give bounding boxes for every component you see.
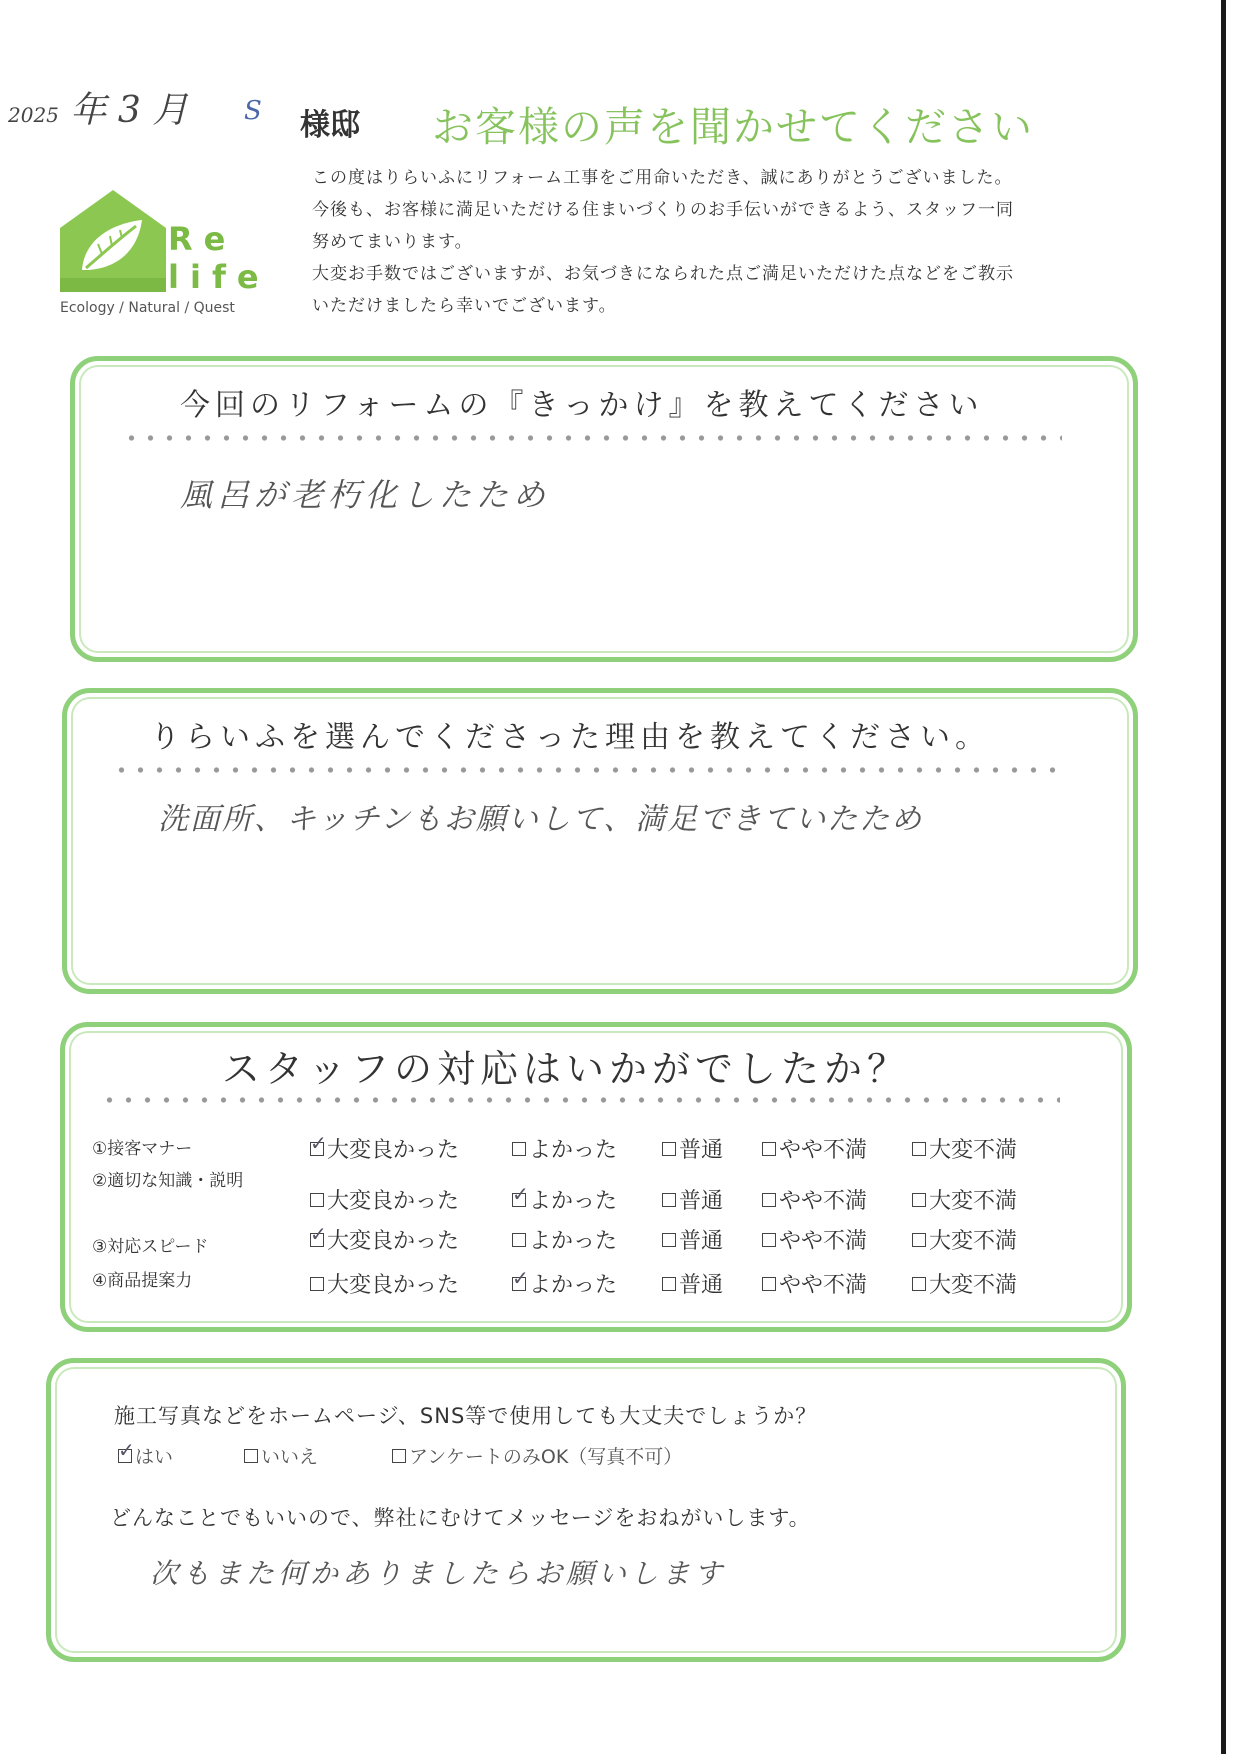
rating-option-label: やや不満 bbox=[779, 1273, 868, 1298]
rating-option[interactable] bbox=[310, 1224, 459, 1255]
q2-dotted-rule bbox=[112, 766, 1062, 774]
rating-option-label: 大変良かった bbox=[327, 1189, 460, 1214]
checkbox-icon[interactable] bbox=[762, 1233, 776, 1247]
checkbox-icon[interactable] bbox=[912, 1277, 926, 1291]
rating-option-label: 大変不満 bbox=[929, 1273, 1018, 1298]
photo-option-survey-only[interactable] bbox=[392, 1442, 682, 1469]
checkbox-icon[interactable] bbox=[762, 1277, 776, 1291]
survey-date bbox=[8, 82, 188, 133]
customer-message: 次もまた何かありましたらお願いします bbox=[150, 1557, 727, 1590]
intro-line: 努めてまいります。 bbox=[312, 232, 473, 252]
checkbox-icon[interactable] bbox=[662, 1277, 676, 1291]
checkbox-icon[interactable] bbox=[912, 1233, 926, 1247]
intro-line: 大変お手数ではございますが、お気づきになられた点ご満足いただけた点などをご教示 bbox=[312, 264, 1014, 284]
rating-option-label: やや不満 bbox=[779, 1138, 868, 1163]
rating-option[interactable] bbox=[762, 1268, 867, 1299]
checkbox-icon[interactable] bbox=[762, 1193, 776, 1207]
checkbox-icon[interactable] bbox=[512, 1142, 526, 1156]
rating-option[interactable] bbox=[310, 1268, 459, 1299]
rating-option-label: 普通 bbox=[679, 1138, 724, 1163]
rating-option[interactable] bbox=[912, 1224, 1017, 1255]
rating-option-label: よかった bbox=[529, 1138, 618, 1163]
house-leaf-icon bbox=[58, 190, 168, 298]
intro-line: 今後も、お客様に満足いただける住まいづくりのお手伝いができるよう、スタッフ一同 bbox=[312, 200, 1014, 220]
checkbox-checked-icon[interactable] bbox=[310, 1233, 324, 1247]
logo-text-life: life bbox=[168, 258, 270, 296]
checkbox-icon[interactable] bbox=[662, 1233, 676, 1247]
checkbox-checked-icon[interactable] bbox=[512, 1193, 526, 1207]
rating-option[interactable] bbox=[912, 1133, 1017, 1164]
checkbox-icon[interactable] bbox=[244, 1449, 258, 1463]
rating-option[interactable] bbox=[762, 1133, 867, 1164]
rating-option[interactable] bbox=[662, 1133, 723, 1164]
date-year-unit: 年 bbox=[70, 90, 107, 131]
intro-text bbox=[312, 162, 1122, 322]
checkbox-icon[interactable] bbox=[512, 1233, 526, 1247]
rating-option-label: 大変良かった bbox=[327, 1229, 460, 1254]
logo-text-re: Re bbox=[168, 220, 237, 258]
rating-option-label: やや不満 bbox=[779, 1229, 868, 1254]
checkbox-checked-icon[interactable] bbox=[310, 1142, 324, 1156]
rating-option-label: 大変良かった bbox=[327, 1138, 460, 1163]
rating-row-label: ④商品提案力 bbox=[92, 1271, 193, 1291]
rating-row-label: ②適切な知識・説明 bbox=[92, 1171, 244, 1191]
rating-option-label: 大変良かった bbox=[327, 1273, 460, 1298]
rating-option[interactable] bbox=[762, 1224, 867, 1255]
rating-option[interactable] bbox=[310, 1133, 459, 1164]
photo-option-label: いいえ bbox=[261, 1446, 319, 1468]
rating-option[interactable] bbox=[310, 1184, 459, 1215]
rating-option-label: 大変不満 bbox=[929, 1138, 1018, 1163]
photo-option-label: アンケートのみOK（写真不可） bbox=[409, 1446, 683, 1468]
q2-title: りらいふを選んでくださった理由を教えてください。 bbox=[150, 720, 990, 755]
rating-row-label: ③対応スピード bbox=[92, 1237, 209, 1257]
checkbox-checked-icon[interactable] bbox=[512, 1277, 526, 1291]
intro-line: この度はりらいふにリフォーム工事をご用命いただき、誠にありがとうございました。 bbox=[312, 168, 1013, 188]
customer-name-mark: S bbox=[244, 96, 262, 126]
rating-option-label: よかった bbox=[529, 1229, 618, 1254]
logo-tagline: Ecology / Natural / Quest bbox=[60, 300, 235, 316]
checkbox-icon[interactable] bbox=[912, 1193, 926, 1207]
rating-option-label: 大変不満 bbox=[929, 1189, 1018, 1214]
rating-option[interactable] bbox=[512, 1184, 617, 1215]
photo-permission-question: 施工写真などをホームページ、SNS等で使用しても大丈夫でしょうか？ bbox=[114, 1404, 818, 1428]
q1-answer: 風呂が老朽化したため bbox=[180, 476, 551, 514]
q3-dotted-rule bbox=[100, 1096, 1060, 1104]
q1-title: 今回のリフォームの『きっかけ』を教えてください bbox=[180, 388, 984, 423]
rating-option-label: 大変不満 bbox=[929, 1229, 1018, 1254]
relife-logo bbox=[58, 190, 280, 320]
checkbox-icon[interactable] bbox=[310, 1277, 324, 1291]
rating-option[interactable] bbox=[912, 1184, 1017, 1215]
intro-line: いただけましたら幸いでございます。 bbox=[312, 296, 617, 316]
rating-option[interactable] bbox=[662, 1268, 723, 1299]
checkbox-icon[interactable] bbox=[912, 1142, 926, 1156]
rating-option[interactable] bbox=[512, 1268, 617, 1299]
rating-option-label: 普通 bbox=[679, 1189, 724, 1214]
checkbox-checked-icon[interactable] bbox=[118, 1449, 132, 1463]
rating-option[interactable] bbox=[512, 1224, 617, 1255]
rating-option-label: 普通 bbox=[679, 1273, 724, 1298]
checkbox-icon[interactable] bbox=[662, 1193, 676, 1207]
checkbox-icon[interactable] bbox=[662, 1142, 676, 1156]
rating-option[interactable] bbox=[512, 1133, 617, 1164]
photo-option-label: はい bbox=[135, 1446, 174, 1468]
photo-option-no[interactable] bbox=[244, 1442, 318, 1469]
rating-option[interactable] bbox=[762, 1184, 867, 1215]
page-title: お客様の声を聞かせてください bbox=[432, 103, 1034, 151]
rating-option-label: よかった bbox=[529, 1189, 618, 1214]
scan-edge-rule bbox=[1221, 0, 1226, 1754]
date-year: 2025 bbox=[8, 103, 59, 127]
rating-option-label: やや不満 bbox=[779, 1189, 868, 1214]
rating-row-label: ①接客マナー bbox=[92, 1139, 193, 1159]
rating-option[interactable] bbox=[662, 1184, 723, 1215]
q1-dotted-rule bbox=[122, 434, 1062, 442]
message-prompt: どんなことでもいいので、弊社にむけてメッセージをおねがいします。 bbox=[110, 1506, 811, 1530]
date-month: 3 bbox=[117, 90, 141, 131]
photo-option-yes[interactable] bbox=[118, 1442, 173, 1469]
rating-option-label: 普通 bbox=[679, 1229, 724, 1254]
customer-honorific: 様邸 bbox=[300, 108, 360, 143]
q3-title: スタッフの対応はいかがでしたか？ bbox=[222, 1047, 911, 1091]
rating-option[interactable] bbox=[662, 1224, 723, 1255]
checkbox-icon[interactable] bbox=[762, 1142, 776, 1156]
q2-answer: 洗面所、キッチンもお願いして、満足できていたため bbox=[158, 802, 924, 837]
date-month-unit: 月 bbox=[152, 90, 189, 131]
checkbox-icon[interactable] bbox=[310, 1193, 324, 1207]
checkbox-icon[interactable] bbox=[392, 1449, 406, 1463]
rating-option-label: よかった bbox=[529, 1273, 618, 1298]
rating-option[interactable] bbox=[912, 1268, 1017, 1299]
